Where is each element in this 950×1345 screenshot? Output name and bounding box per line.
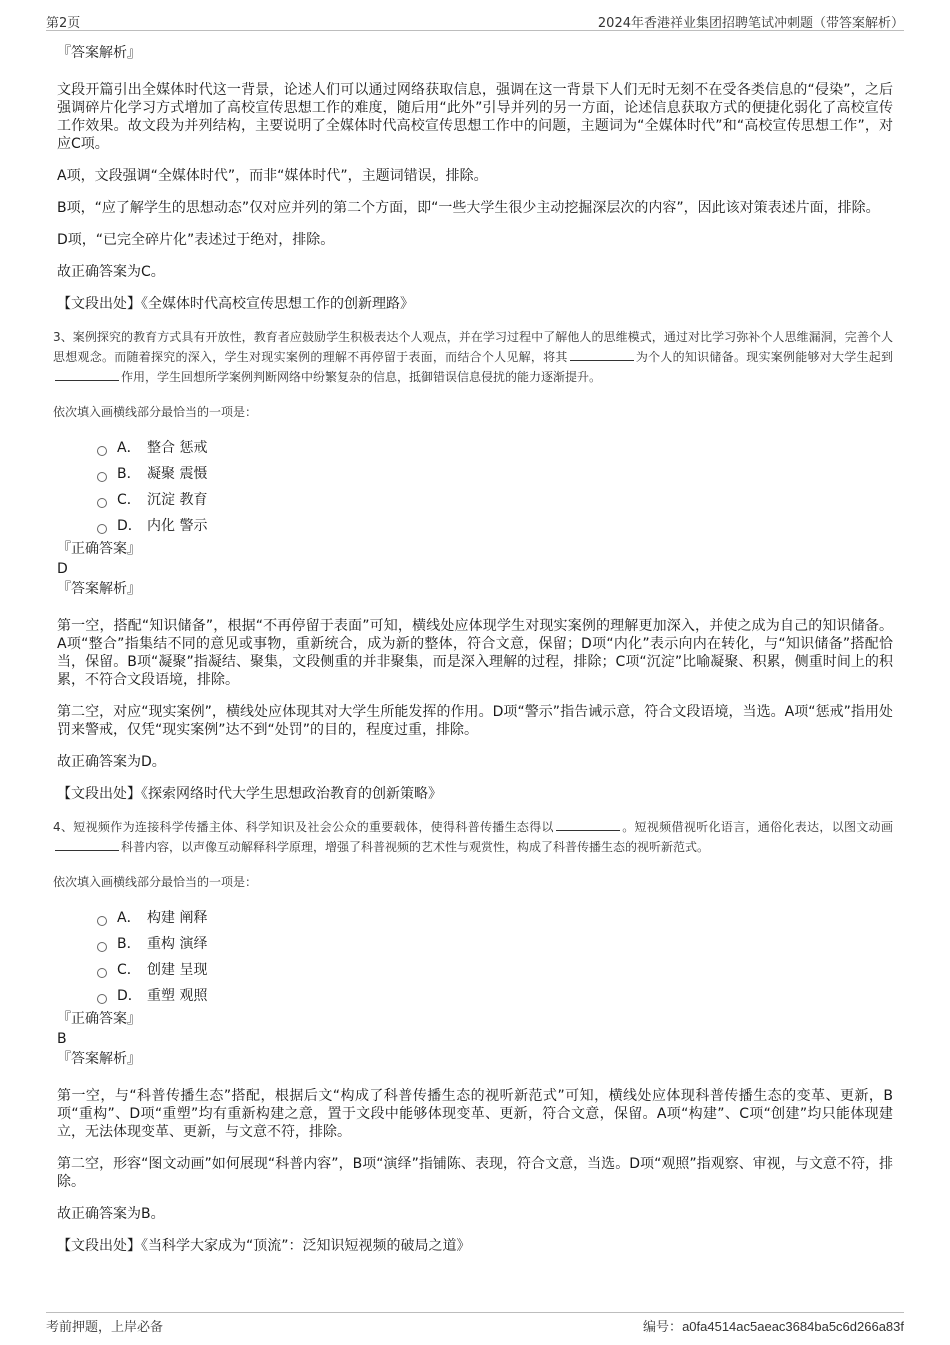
page-content bbox=[53, 43, 893, 1255]
option-b[interactable]: B． 凝聚 震慑 bbox=[97, 461, 893, 487]
analysis-label: 『答案解析』 bbox=[57, 581, 141, 597]
source-citation: 【文段出处】《探索网络时代大学生思想政治教育的创新策略》 bbox=[57, 786, 442, 802]
analysis-paragraph: 第一空，搭配“知识储备”，根据“不再停留于表面”可知，横线处应体现学生对现实案例的理解更加深入，并使之成为自己的知识储备。A项“整合”指集结不同的意见或事物，重新统合，成为新的整体，符合文意，保留；D项“内化”表示向内在转化，与“知识储备”搭配恰当，保留。B项“凝聚”指凝结、聚集，文段侧重的并非聚集，而是深入理解的过程，排除；C项“沉淀”比喻凝聚、积累，侧重时间上的积累，不符合文段语境，排除。 bbox=[57, 618, 893, 688]
correct-answer: B bbox=[57, 1031, 67, 1047]
option-c[interactable]: C． 创建 呈现 bbox=[97, 957, 893, 983]
option-a[interactable]: A． 构建 阐释 bbox=[97, 905, 893, 931]
analysis-paragraph: 第二空，对应“现实案例”，横线处应体现其对大学生所能发挥的作用。D项“警示”指告诫示意，符合文段语境，当选。A项“惩戒”指用处罚来警戒，仅凭“现实案例”达不到“处罚”的目的，程度过重，排除。 bbox=[57, 704, 893, 738]
source-citation: 【文段出处】《全媒体时代高校宣传思想工作的创新理路》 bbox=[57, 296, 414, 312]
question-prompt: 依次填入画横线部分最恰当的一项是： bbox=[53, 875, 258, 889]
option-d[interactable]: D． 重塑 观照 bbox=[97, 983, 893, 1009]
option-d[interactable]: D． 内化 警示 bbox=[97, 513, 893, 539]
correct-answer: D bbox=[57, 561, 68, 577]
analysis-label: 『答案解析』 bbox=[57, 45, 141, 61]
analysis-paragraph: A项，文段强调“全媒体时代”，而非“媒体时代”，主题词错误，排除。 bbox=[57, 168, 488, 184]
radio-icon[interactable] bbox=[97, 994, 107, 1004]
correct-answer-label: 『正确答案』 bbox=[57, 541, 141, 557]
analysis-paragraph: 第一空，与“科普传播生态”搭配，根据后文“构成了科普传播生态的视听新范式”可知，横线处应体现科普传播生态的变革、更新，B项“重构”、D项“重塑”均有重新构建之意，置于文段中能够体现变革、更新，符合文意，保留。A项“构建”、C项“创建”均只能体现建立，无法体现变革、更新，与文意不符，排除。 bbox=[57, 1088, 893, 1140]
analysis-paragraph: D项，“已完全碎片化”表述过于绝对，排除。 bbox=[57, 232, 335, 248]
radio-icon[interactable] bbox=[97, 524, 107, 534]
document-title: 2024年香港祥业集团招聘笔试冲刺题（带答案解析） bbox=[597, 16, 904, 31]
page-header bbox=[46, 10, 904, 31]
fill-blank bbox=[55, 838, 119, 851]
fill-blank bbox=[55, 368, 119, 381]
fill-blank bbox=[556, 818, 620, 831]
conclusion: 故正确答案为C。 bbox=[57, 264, 165, 280]
correct-answer-label: 『正确答案』 bbox=[57, 1011, 141, 1027]
radio-icon[interactable] bbox=[97, 968, 107, 978]
page-number: 第2页 bbox=[46, 16, 81, 31]
source-citation: 【文段出处】《当科学大家成为“顶流”：泛知识短视频的破局之道》 bbox=[57, 1238, 471, 1254]
radio-icon[interactable] bbox=[97, 942, 107, 952]
option-list bbox=[97, 905, 893, 1009]
option-list bbox=[97, 435, 893, 539]
question-4-text: 4、短视频作为连接科学传播主体、科学知识及社会公众的重要载体，使得科普传播生态得以 。短视频借视听化语言，通俗化表达，以图文动画科普内容，以声像互动解释科学原理，增强了科普视频的艺术性与观赏性，构成了科普传播生态的视听新范式。 bbox=[53, 820, 893, 854]
question-3-text: 3、案例探究的教育方式具有开放性，教育者应鼓励学生积极表达个人观点，并在学习过程中了解他人的思维模式，通过对比学习弥补个人思维漏洞，完善个人思想观念。而随着探究的深入，学生对现实案例的理解不再停留于表面，而结合个人见解，将其 为个人的知识储备。现实案例能够对大学生起到作用，学生回想所学案例判断网络中纷繁复杂的信息，抵御错误信息侵扰的能力逐渐提升。 bbox=[53, 330, 893, 384]
option-a[interactable]: A． 整合 惩戒 bbox=[97, 435, 893, 461]
analysis-label: 『答案解析』 bbox=[57, 1051, 141, 1067]
radio-icon[interactable] bbox=[97, 472, 107, 482]
page-footer bbox=[46, 1312, 904, 1333]
radio-icon[interactable] bbox=[97, 446, 107, 456]
radio-icon[interactable] bbox=[97, 498, 107, 508]
conclusion: 故正确答案为D。 bbox=[57, 754, 166, 770]
document-code: 编号：a0fa4514ac5aeac3684ba5c6d266a83f bbox=[643, 1319, 904, 1335]
footer-slogan: 考前押题，上岸必备 bbox=[46, 1320, 164, 1335]
radio-icon[interactable] bbox=[97, 916, 107, 926]
option-c[interactable]: C． 沉淀 教育 bbox=[97, 487, 893, 513]
analysis-paragraph: 文段开篇引出全媒体时代这一背景，论述人们可以通过网络获取信息，强调在这一背景下人们无时无刻不在受各类信息的“侵染”，之后强调碎片化学习方式增加了高校宣传思想工作的难度，随后用“此外”引导并列的另一方面，论述信息获取方式的便捷化弱化了高校宣传工作效果。故文段为并列结构，主要说明了全媒体时代高校宣传思想工作中的问题，主题词为“全媒体时代”和“高校宣传思想工作”，对应C项。 bbox=[57, 82, 893, 152]
fill-blank bbox=[570, 348, 634, 361]
question-prompt: 依次填入画横线部分最恰当的一项是： bbox=[53, 405, 258, 419]
analysis-paragraph: B项，“应了解学生的思想动态”仅对应并列的第二个方面，即“一些大学生很少主动挖掘深层次的内容”，因此该对策表述片面，排除。 bbox=[57, 200, 880, 216]
option-b[interactable]: B． 重构 演绎 bbox=[97, 931, 893, 957]
analysis-paragraph: 第二空，形容“图文动画”如何展现“科普内容”，B项“演绎”指铺陈、表现，符合文意，当选。D项“观照”指观察、审视，与文意不符，排除。 bbox=[57, 1156, 893, 1190]
conclusion: 故正确答案为B。 bbox=[57, 1206, 165, 1222]
